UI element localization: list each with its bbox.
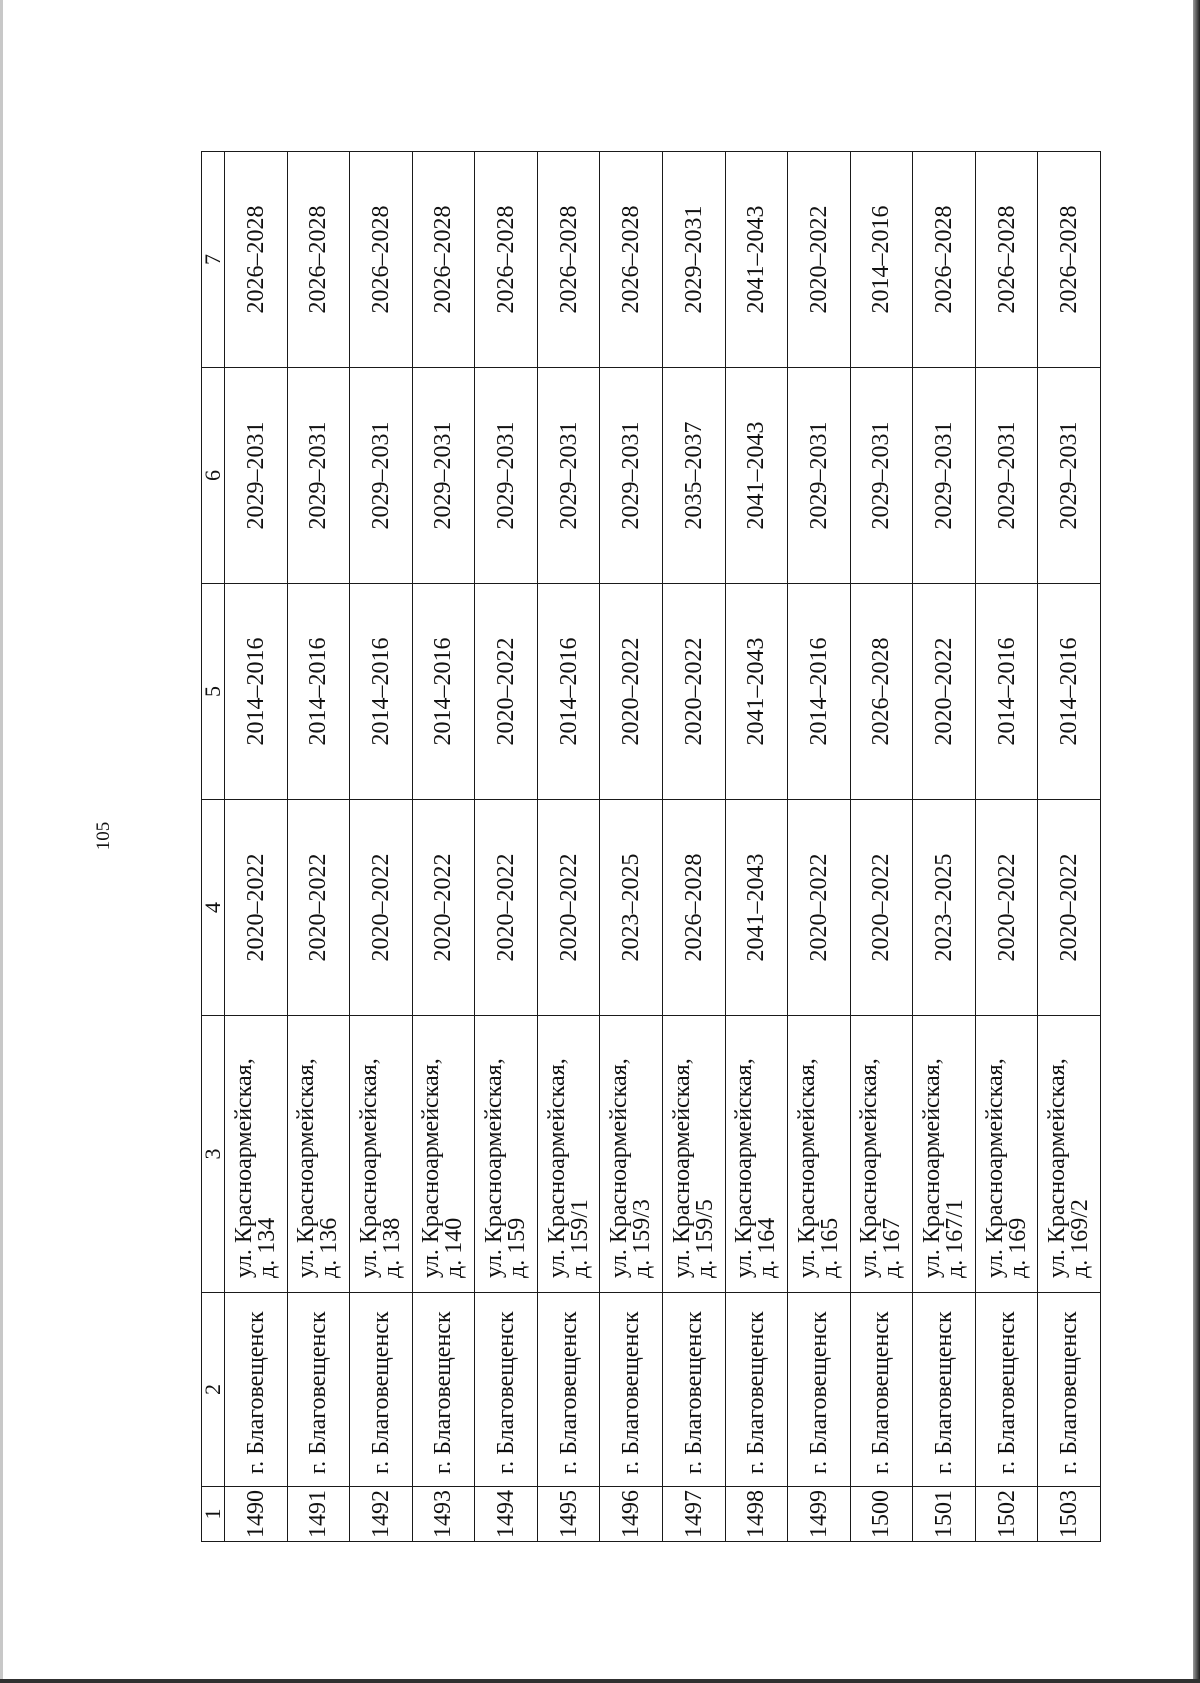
- period-col-4: 2020–2022: [475, 800, 538, 1016]
- period-col-5: 2014–2016: [975, 584, 1038, 800]
- address-street: ул. Красноармейская,: [793, 1058, 820, 1278]
- row-number: 1501: [913, 1487, 976, 1542]
- period-col-6: 2029–2031: [913, 368, 976, 584]
- row-number: 1491: [287, 1487, 350, 1542]
- address-house: д. 164: [754, 1217, 781, 1278]
- scan-edge-right: [1193, 0, 1200, 1683]
- scan-edge-left: [0, 0, 3, 1683]
- period-col-5: 2014–2016: [225, 584, 288, 800]
- row-number: 1495: [537, 1487, 600, 1542]
- row-number: 1500: [850, 1487, 913, 1542]
- city-cell: г. Благовещенск: [1038, 1293, 1101, 1487]
- address-cell: [475, 1016, 538, 1293]
- address-house: д. 159/1: [566, 1199, 593, 1278]
- city-cell: г. Благовещенск: [412, 1293, 475, 1487]
- address-street: ул. Красноармейская,: [1044, 1058, 1071, 1278]
- address-house: д. 167: [879, 1217, 906, 1278]
- address-cell: [287, 1016, 350, 1293]
- city-cell: г. Благовещенск: [600, 1293, 663, 1487]
- address-street: ул. Красноармейская,: [606, 1058, 633, 1278]
- row-number: 1492: [350, 1487, 413, 1542]
- period-col-5: 2026–2028: [850, 584, 913, 800]
- row-number: 1502: [975, 1487, 1038, 1542]
- period-col-6: 2029–2031: [225, 368, 288, 584]
- period-col-6: 2029–2031: [350, 368, 413, 584]
- period-col-7: 2026–2028: [225, 152, 288, 368]
- period-col-5: 2014–2016: [1038, 584, 1101, 800]
- address-cell: [725, 1016, 788, 1293]
- period-col-5: 2020–2022: [475, 584, 538, 800]
- period-col-4: 2023–2025: [913, 800, 976, 1016]
- address-street: ул. Красноармейская,: [731, 1058, 758, 1278]
- address-cell: [913, 1016, 976, 1293]
- table-row: [1038, 152, 1101, 1542]
- period-col-7: 2020–2022: [788, 152, 851, 368]
- address-cell: [662, 1016, 725, 1293]
- period-col-6: 2029–2031: [788, 368, 851, 584]
- scan-edge-bottom: [0, 1679, 1200, 1683]
- period-col-7: 2026–2028: [975, 152, 1038, 368]
- table-row: [975, 152, 1038, 1542]
- address-street: ул. Красноармейская,: [481, 1058, 508, 1278]
- period-col-4: 2020–2022: [850, 800, 913, 1016]
- table-row: [850, 152, 913, 1542]
- period-col-6: 2029–2031: [537, 368, 600, 584]
- city-cell: г. Благовещенск: [725, 1293, 788, 1487]
- period-col-5: 2041–2043: [725, 584, 788, 800]
- address-house: д. 169/2: [1067, 1199, 1094, 1278]
- period-col-7: 2029–2031: [662, 152, 725, 368]
- period-col-5: 2014–2016: [350, 584, 413, 800]
- row-number: 1490: [225, 1487, 288, 1542]
- period-col-7: 2026–2028: [287, 152, 350, 368]
- address-house: д. 140: [441, 1217, 468, 1278]
- city-cell: г. Благовещенск: [975, 1293, 1038, 1487]
- period-col-4: 2020–2022: [1038, 800, 1101, 1016]
- data-table: [201, 151, 1101, 1542]
- column-header: 6: [202, 368, 225, 584]
- row-number: 1494: [475, 1487, 538, 1542]
- address-house: д. 159/3: [629, 1199, 656, 1278]
- period-col-5: 2020–2022: [662, 584, 725, 800]
- address-cell: [975, 1016, 1038, 1293]
- period-col-7: 2026–2028: [475, 152, 538, 368]
- period-col-5: 2014–2016: [287, 584, 350, 800]
- table-row: [600, 152, 663, 1542]
- city-cell: г. Благовещенск: [537, 1293, 600, 1487]
- row-number: 1498: [725, 1487, 788, 1542]
- table-row: [725, 152, 788, 1542]
- address-cell: [850, 1016, 913, 1293]
- period-col-6: 2029–2031: [287, 368, 350, 584]
- address-street: ул. Красноармейская,: [856, 1058, 883, 1278]
- address-street: ул. Красноармейская,: [668, 1058, 695, 1278]
- table-row: [350, 152, 413, 1542]
- period-col-4: 2020–2022: [788, 800, 851, 1016]
- address-house: д. 159/5: [691, 1199, 718, 1278]
- address-cell: [350, 1016, 413, 1293]
- period-col-4: 2020–2022: [537, 800, 600, 1016]
- address-street: ул. Красноармейская,: [293, 1058, 320, 1278]
- period-col-7: 2026–2028: [1038, 152, 1101, 368]
- period-col-5: 2020–2022: [600, 584, 663, 800]
- period-col-4: 2020–2022: [287, 800, 350, 1016]
- period-col-6: 2029–2031: [412, 368, 475, 584]
- period-col-5: 2014–2016: [412, 584, 475, 800]
- address-cell: [537, 1016, 600, 1293]
- address-house: д. 159: [504, 1217, 531, 1278]
- period-col-5: 2014–2016: [788, 584, 851, 800]
- table-row: [412, 152, 475, 1542]
- row-number: 1503: [1038, 1487, 1101, 1542]
- address-house: д. 169: [1004, 1217, 1031, 1278]
- column-header: 3: [202, 1016, 225, 1293]
- period-col-4: 2020–2022: [412, 800, 475, 1016]
- period-col-4: 2020–2022: [225, 800, 288, 1016]
- period-col-4: 2020–2022: [350, 800, 413, 1016]
- address-cell: [788, 1016, 851, 1293]
- period-col-6: 2029–2031: [600, 368, 663, 584]
- address-street: ул. Красноармейская,: [418, 1058, 445, 1278]
- table-row: [913, 152, 976, 1542]
- table-row: [287, 152, 350, 1542]
- period-col-5: 2020–2022: [913, 584, 976, 800]
- period-col-4: 2026–2028: [662, 800, 725, 1016]
- address-cell: [1038, 1016, 1101, 1293]
- city-cell: г. Благовещенск: [662, 1293, 725, 1487]
- row-number: 1497: [662, 1487, 725, 1542]
- city-cell: г. Благовещенск: [850, 1293, 913, 1487]
- address-house: д. 138: [378, 1217, 405, 1278]
- address-house: д. 165: [816, 1217, 843, 1278]
- address-street: ул. Красноармейская,: [543, 1058, 570, 1278]
- address-street: ул. Красноармейская,: [981, 1058, 1008, 1278]
- address-cell: [225, 1016, 288, 1293]
- address-house: д. 167/1: [941, 1199, 968, 1278]
- period-col-7: 2026–2028: [537, 152, 600, 368]
- period-col-6: 2029–2031: [475, 368, 538, 584]
- address-street: ул. Красноармейская,: [230, 1058, 257, 1278]
- period-col-7: 2041–2043: [725, 152, 788, 368]
- period-col-5: 2014–2016: [537, 584, 600, 800]
- column-header: 2: [202, 1293, 225, 1487]
- period-col-4: 2041–2043: [725, 800, 788, 1016]
- period-col-7: 2026–2028: [600, 152, 663, 368]
- row-number: 1496: [600, 1487, 663, 1542]
- column-header: 1: [202, 1487, 225, 1542]
- period-col-4: 2020–2022: [975, 800, 1038, 1016]
- column-header: 5: [202, 584, 225, 800]
- period-col-7: 2026–2028: [412, 152, 475, 368]
- rotated-table-wrapper: [201, 152, 1101, 1542]
- row-number: 1493: [412, 1487, 475, 1542]
- period-col-7: 2026–2028: [913, 152, 976, 368]
- address-house: д. 136: [316, 1217, 343, 1278]
- period-col-6: 2029–2031: [975, 368, 1038, 584]
- table-row: [788, 152, 851, 1542]
- period-col-4: 2023–2025: [600, 800, 663, 1016]
- city-cell: г. Благовещенск: [475, 1293, 538, 1487]
- header-row: [202, 152, 225, 1542]
- address-house: д. 134: [253, 1217, 280, 1278]
- table-row: [475, 152, 538, 1542]
- table-row: [662, 152, 725, 1542]
- address-street: ул. Красноармейская,: [355, 1058, 382, 1278]
- address-cell: [412, 1016, 475, 1293]
- city-cell: г. Благовещенск: [287, 1293, 350, 1487]
- period-col-7: 2026–2028: [350, 152, 413, 368]
- period-col-6: 2035–2037: [662, 368, 725, 584]
- city-cell: г. Благовещенск: [788, 1293, 851, 1487]
- page-number: 105: [93, 821, 114, 851]
- period-col-6: 2029–2031: [1038, 368, 1101, 584]
- period-col-6: 2041–2043: [725, 368, 788, 584]
- period-col-7: 2014–2016: [850, 152, 913, 368]
- row-number: 1499: [788, 1487, 851, 1542]
- city-cell: г. Благовещенск: [913, 1293, 976, 1487]
- city-cell: г. Благовещенск: [350, 1293, 413, 1487]
- city-cell: г. Благовещенск: [225, 1293, 288, 1487]
- table-row: [225, 152, 288, 1542]
- address-cell: [600, 1016, 663, 1293]
- column-header: 4: [202, 800, 225, 1016]
- table-body: [225, 152, 1101, 1542]
- column-header: 7: [202, 152, 225, 368]
- period-col-6: 2029–2031: [850, 368, 913, 584]
- table-row: [537, 152, 600, 1542]
- address-street: ул. Красноармейская,: [918, 1058, 945, 1278]
